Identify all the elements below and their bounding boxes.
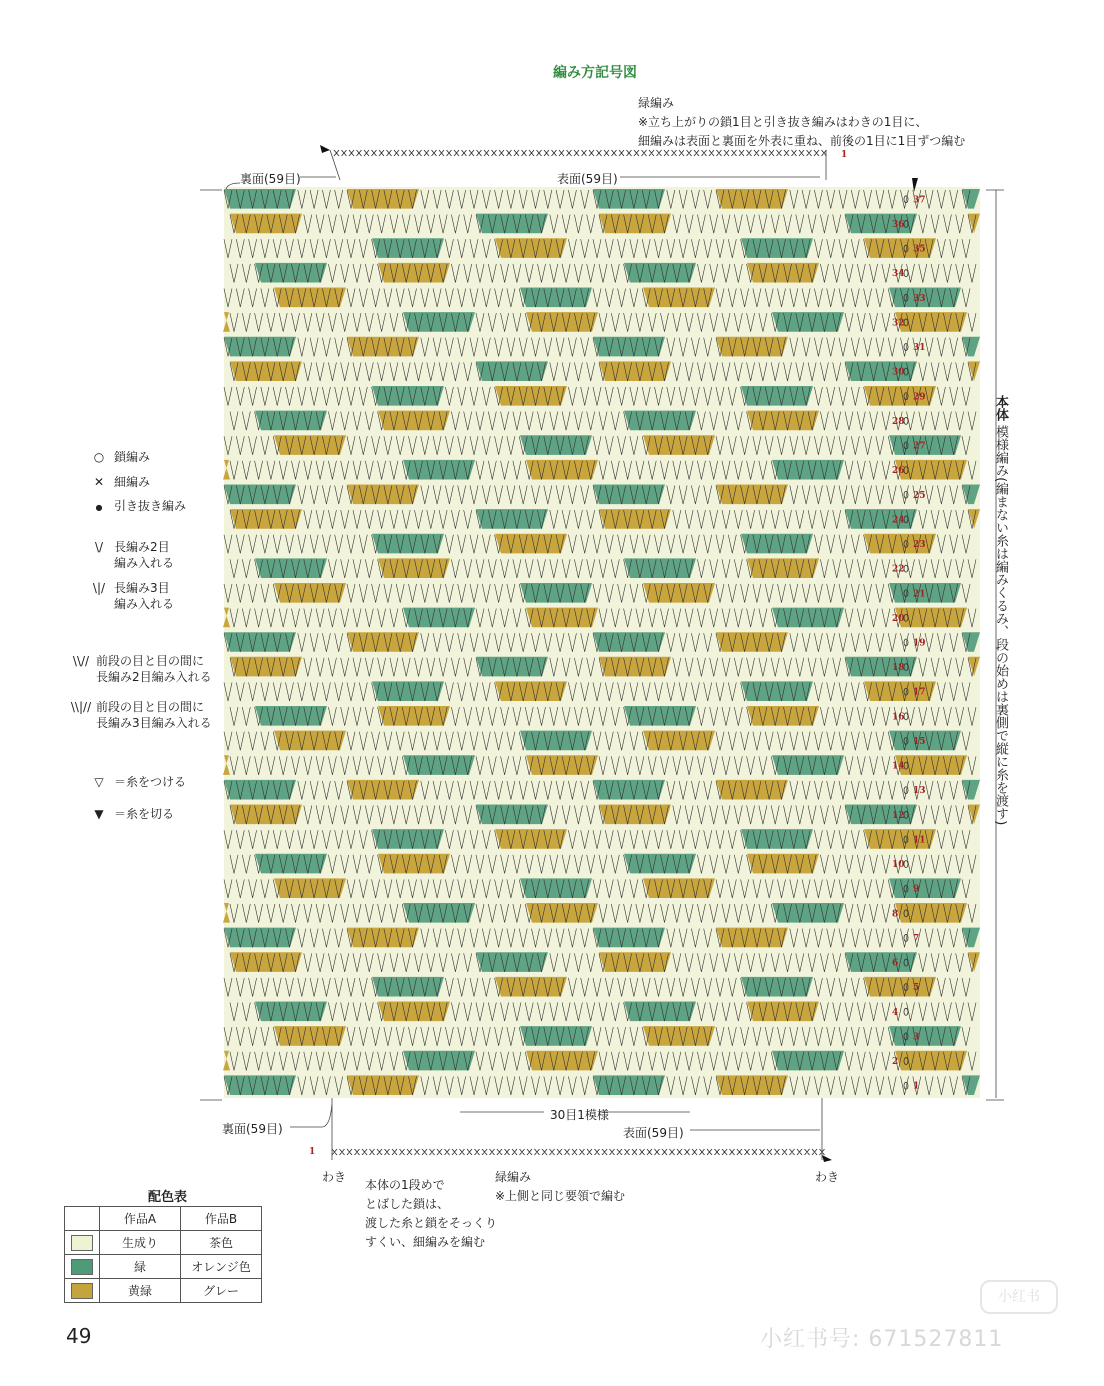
color-block [378,263,450,283]
color-block [624,263,696,283]
color-block [495,829,567,849]
color-block [372,829,444,849]
color-a: 緑 [100,1255,181,1279]
color-block [230,361,302,381]
color-block [624,706,696,726]
row-number: 35 [913,244,926,255]
color-block [347,928,419,948]
color-block [378,411,450,431]
color-block [372,386,444,406]
row-number: 5 [913,983,920,994]
row-number: 19 [913,638,926,649]
legend-label: 前段の目と目の間に 長編み2目編み入れる [96,654,212,684]
color-block [378,706,450,726]
dc2-between-icon: \\// [72,654,90,668]
swatch-cream [71,1235,93,1251]
row-number: 16 [892,712,905,723]
chain-row-number-bottom: 1 [309,1147,316,1157]
color-block [495,238,567,258]
color-block [347,337,419,357]
color-block [347,484,419,504]
legend-label: 引き抜き編み [114,499,187,513]
slip-stitch-icon: ● [95,503,103,512]
color-block [476,214,548,234]
label-side-right: わき [815,1170,840,1184]
color-block [599,805,671,825]
color-block [599,509,671,529]
legend-label: ＝糸をつける [114,775,187,789]
color-block [741,977,813,997]
color-block [347,632,419,652]
color-block [845,657,917,677]
color-block [716,632,788,652]
color-block [741,238,813,258]
color-block [495,534,567,554]
color-table-header-a: 作品A [100,1207,181,1231]
chain-icon: ○ [93,450,105,464]
color-table-row [65,1279,262,1303]
color-table-title: 配色表 [148,1190,188,1205]
color-block [255,1002,327,1022]
row-number: 7 [913,933,920,944]
color-block [372,977,444,997]
color-block [224,337,296,357]
row-number: 12 [892,810,905,821]
row-number: 36 [892,219,905,230]
color-block [845,361,917,381]
color-block [224,189,296,209]
row-number: 37 [913,195,926,206]
color-block [864,977,936,997]
legend-label: 前段の目と目の間に 長編み3目編み入れる [96,700,212,730]
color-block [495,681,567,701]
color-block [230,509,302,529]
color-block [599,657,671,677]
row-number: 14 [892,761,905,772]
label-pattern-repeat: 30目1模様 [550,1108,609,1122]
label-front-bottom: 表面(59目) [623,1126,684,1140]
dc2-inc-icon: \/ [94,540,104,554]
color-swatch-cell [65,1255,100,1279]
color-block [347,1075,419,1095]
watermark-text: 小红书号: 671527811 [760,1327,1004,1352]
color-block [230,952,302,972]
legend-dc2-between [70,637,212,685]
bottom-edge-sc-row [332,1149,825,1155]
color-table-row [65,1231,262,1255]
color-block [372,534,444,554]
legend-dc3-inc [88,564,174,612]
color-table-row [65,1255,262,1279]
color-block [476,509,548,529]
color-block [230,805,302,825]
color-block [624,1002,696,1022]
color-b: オレンジ色 [181,1255,262,1279]
color-block [747,1002,819,1022]
color-block [476,952,548,972]
color-block [378,1002,450,1022]
color-block [347,189,419,209]
color-block [599,361,671,381]
color-block [230,657,302,677]
color-table [64,1206,262,1303]
color-block [495,977,567,997]
color-block [255,263,327,283]
row-number: 9 [913,884,920,895]
row-number: 11 [913,835,926,846]
color-block [224,484,296,504]
bottom-note-heading: 緑編み [495,1170,532,1184]
color-block [845,214,917,234]
row-number: 27 [913,441,926,452]
color-block [495,386,567,406]
row-number: 18 [892,663,905,674]
color-block [845,952,917,972]
color-block [747,854,819,874]
color-block [716,1075,788,1095]
swatch-green [71,1259,93,1275]
bottom-left-note [365,1176,497,1252]
color-block [741,681,813,701]
bottom-left-note-line3: 渡した糸と鎖をそっくり [365,1216,498,1230]
chain-row-number-top: 1 [841,150,848,160]
color-block [747,706,819,726]
color-block [255,706,327,726]
row-number: 1 [913,1081,920,1092]
legend-single-crochet [88,474,150,490]
row-number: 21 [913,589,926,600]
color-block [716,780,788,800]
color-block [716,337,788,357]
color-block [716,189,788,209]
chart-layer [200,145,1004,1162]
color-table-header-b: 作品B [181,1207,262,1231]
color-block [378,854,450,874]
color-block [593,632,665,652]
color-block [599,952,671,972]
join-yarn-icon: ▽ [94,775,104,789]
side-description [985,395,1013,825]
cut-yarn-marker [822,1155,832,1162]
bottom-left-note-line4: すくい、細編みを編む [365,1235,486,1249]
color-block [224,632,296,652]
color-block [624,854,696,874]
top-edge-sc-row [334,150,827,156]
color-block [476,361,548,381]
legend-label: 長編み2目 編み入れる [114,540,175,570]
top-note-heading: 緑編み [638,96,675,110]
color-block [747,263,819,283]
legend-label: 鎖編み [114,450,151,464]
color-b: 茶色 [181,1231,262,1255]
legend-label: 長編み3目 編み入れる [114,581,175,611]
side-title: 本体 [993,395,1008,421]
row-number: 32 [892,318,905,329]
color-block [224,928,296,948]
bottom-note [495,1168,625,1206]
color-block [476,657,548,677]
legend-chain [88,449,150,465]
color-block [593,484,665,504]
sc-marks [334,150,827,156]
color-block [347,780,419,800]
label-back-bottom: 裏面(59目) [222,1122,283,1136]
color-block [255,411,327,431]
color-swatch-cell [65,1279,100,1303]
row-number: 28 [892,416,905,427]
top-note-line1: ※立ち上がりの鎖1目と引き抜き編みはわきの1目に、 [638,115,928,129]
color-block [476,805,548,825]
color-block [378,558,450,578]
page-number: 49 [66,1324,92,1348]
row-number: 29 [913,392,926,403]
bottom-note-line1: ※上側と同じ要領で編む [495,1189,626,1203]
row-number: 20 [892,613,905,624]
bottom-left-note-line1: 本体の1段めで [365,1178,445,1192]
row-number: 31 [913,343,926,354]
color-block [599,214,671,234]
row-number: 34 [892,269,905,280]
label-back-top: 裏面(59目) [240,172,301,186]
row-number: 3 [913,1032,920,1043]
side-desc: 模様編み(編まない糸は編みくるみ、段の始めは裏側で縦に糸を渡す) [993,425,1008,826]
color-a: 黄緑 [100,1279,181,1303]
sc-marks [332,1149,825,1155]
row-number: 30 [892,367,905,378]
legend-dc3-between [70,683,212,731]
color-block [372,238,444,258]
color-a: 生成り [100,1231,181,1255]
color-table-corner [65,1207,100,1231]
row-number: 13 [913,786,926,797]
color-b: グレー [181,1279,262,1303]
color-block [716,484,788,504]
color-table-header [65,1207,262,1231]
color-block [741,386,813,406]
color-block [593,928,665,948]
label-front-top: 表面(59目) [557,172,618,186]
row-number: 4 [892,1007,899,1018]
legend-cut-yarn [88,806,174,822]
row-number: 15 [913,736,926,747]
bottom-left-note-line2: とばした鎖は、 [365,1197,450,1211]
color-block [593,780,665,800]
watermark-badge: 小红书 [980,1280,1058,1314]
legend-slip-stitch [88,498,186,516]
cut-yarn-icon: ▼ [94,807,104,821]
color-block [593,189,665,209]
swatch-gold [71,1283,93,1299]
color-block [255,558,327,578]
color-block [372,681,444,701]
color-block [255,854,327,874]
color-block [624,558,696,578]
cut-yarn-marker [320,145,330,153]
color-block [845,805,917,825]
row-number: 2 [892,1057,899,1068]
legend-join-yarn [88,774,186,790]
color-block [845,509,917,529]
color-block [593,337,665,357]
color-block [747,411,819,431]
row-number: 23 [913,540,926,551]
legend-label: 細編み [114,475,151,489]
dc3-between-icon: \\|// [70,700,92,714]
row-number: 17 [913,687,926,698]
dc3-inc-icon: \|/ [92,581,106,595]
row-number: 22 [892,564,905,575]
color-block [224,1075,296,1095]
color-block [224,780,296,800]
row-number: 33 [913,293,926,304]
color-block [230,214,302,234]
page-title: 編み方記号図 [553,65,637,81]
label-side-left: わき [322,1170,347,1184]
row-number: 6 [892,958,899,969]
row-number: 25 [913,490,926,501]
color-block [741,829,813,849]
color-block [593,1075,665,1095]
color-swatch-cell [65,1231,100,1255]
row-number: 10 [892,860,905,871]
color-block [741,534,813,554]
single-crochet-icon: ✕ [93,475,105,489]
row-number: 8 [892,909,899,920]
top-note-line2: 細編みは表面と裏面を外表に重ね、前後の1目に1目ずつ編む [638,134,966,148]
color-block [624,411,696,431]
row-number: 26 [892,466,905,477]
color-block [747,558,819,578]
color-block [716,928,788,948]
row-number: 24 [892,515,905,526]
legend-label: ＝糸を切る [114,807,175,821]
